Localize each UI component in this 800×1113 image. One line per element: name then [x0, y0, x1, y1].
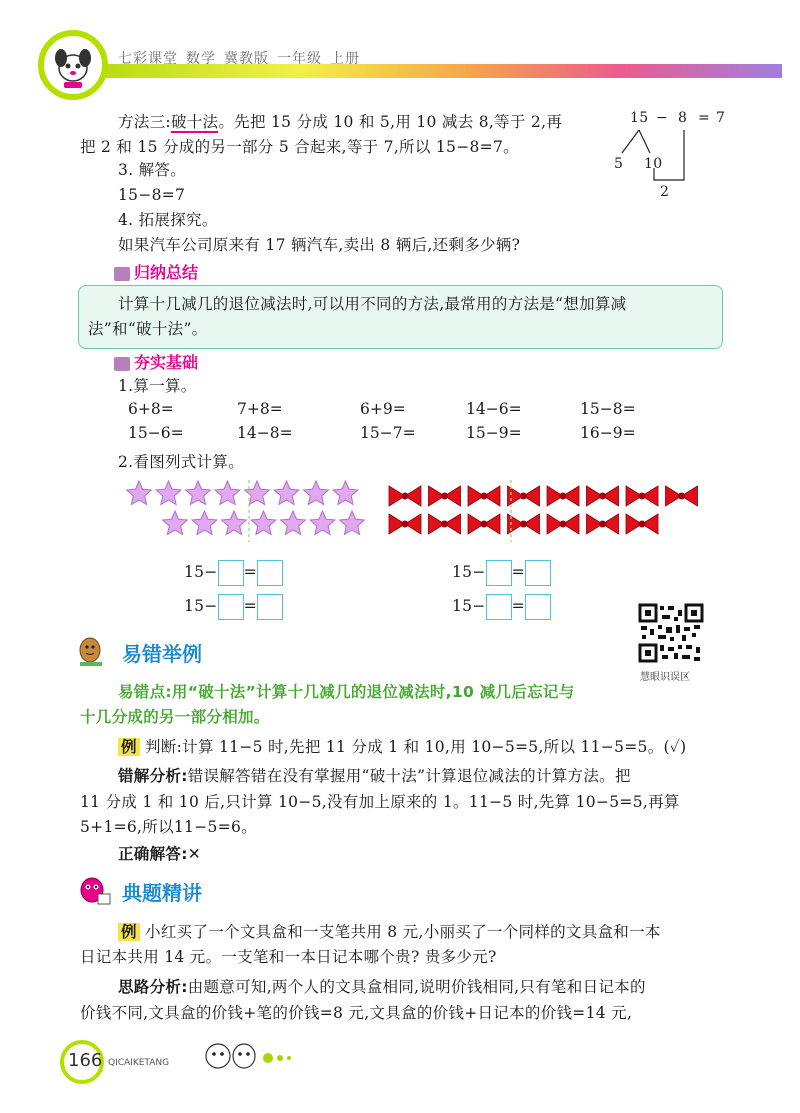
- summary-heading-icon: [114, 267, 130, 281]
- bows-group: [389, 486, 698, 534]
- diagram-minus: −: [656, 110, 669, 126]
- stars-eq-1-equals: =: [243, 563, 257, 581]
- star-1: [127, 481, 152, 505]
- bow-9: [389, 514, 421, 534]
- star-9: [163, 511, 188, 535]
- star-15: [340, 511, 365, 535]
- mistake-answer: [118, 842, 201, 866]
- bows-eq-1-prefix: 15−: [452, 563, 486, 581]
- bows-eq-1: [452, 560, 551, 586]
- classic-analysis-line1: [118, 975, 646, 999]
- summary-heading: [114, 260, 198, 283]
- count-picture: [125, 478, 725, 544]
- basics-q2-label: 2.看图列式计算。: [118, 453, 244, 471]
- star-4: [215, 481, 240, 505]
- diagram-split-left: 5: [614, 156, 624, 172]
- footer-brand: QICAIKETANG: [108, 1058, 170, 1068]
- diagram-split-right: 10: [644, 156, 663, 172]
- diagram-equals: =: [698, 110, 711, 126]
- stars-eq-1-box1[interactable]: [218, 560, 244, 586]
- classic-analysis-line2: 价钱不同,文具盒的价钱+笔的价钱=8 元,文具盒的价钱+日记本的价钱=14 元,: [80, 1004, 633, 1022]
- bow-15: [626, 514, 658, 534]
- star-13: [281, 511, 306, 535]
- stars-eq-2-prefix: 15−: [184, 597, 218, 615]
- bows-eq-2-box2[interactable]: [525, 594, 551, 620]
- header-grade: 一年级: [277, 51, 322, 67]
- calc-r1-c5: 15−8=: [580, 400, 636, 418]
- classic-title: 典题精讲: [122, 881, 202, 905]
- calc-r2-c1: 15−6=: [128, 424, 184, 442]
- star-10: [192, 511, 217, 535]
- header-series: 七彩课堂: [118, 51, 178, 67]
- potato-mascot-icon: [76, 636, 106, 668]
- bows-eq-1-box2[interactable]: [525, 560, 551, 586]
- calc-r2-c2: 14−8=: [237, 424, 293, 442]
- header-subject: 数学: [186, 51, 216, 67]
- stars-eq-1-box2[interactable]: [257, 560, 283, 586]
- bird-mascot-icon: [76, 874, 112, 908]
- mistake-point-text1: 用“破十法”计算十几减几的退位减法时,10 减几后忘记与: [171, 683, 575, 701]
- bow-8: [666, 486, 698, 506]
- mistakes-title: 易错举例: [122, 642, 202, 666]
- classic-mascot: [76, 874, 112, 908]
- summary-title: 归纳总结: [134, 263, 199, 282]
- method3-line1: [118, 110, 562, 134]
- stars-eq-2-equals: =: [243, 597, 257, 615]
- split-diagram: [612, 108, 732, 204]
- classic-example-tag: 例: [118, 923, 140, 941]
- star-3: [186, 481, 211, 505]
- bow-3: [468, 486, 500, 506]
- bows-eq-1-equals: =: [511, 563, 525, 581]
- star-6: [274, 481, 299, 505]
- stars-eq-1: [184, 560, 283, 586]
- basics-heading-icon: [114, 357, 130, 371]
- step3-answer: 15−8=7: [118, 186, 186, 204]
- star-8: [333, 481, 358, 505]
- bow-12: [508, 514, 540, 534]
- stars-eq-2-box2[interactable]: [257, 594, 283, 620]
- star-2: [156, 481, 181, 505]
- calc-r2-c3: 15−7=: [360, 424, 416, 442]
- star-12: [251, 511, 276, 535]
- qr-code-icon[interactable]: [638, 603, 704, 663]
- summary-line1: 计算十几减几的退位减法时,可以用不同的方法,最常用的方法是“想加算减: [118, 295, 627, 313]
- method3-name: 破十法: [170, 113, 219, 131]
- mistake-point-label: 易错点:: [118, 683, 172, 701]
- dog-mascot-icon: [44, 36, 102, 94]
- mistake-answer-value: ✕: [187, 845, 201, 863]
- bow-11: [468, 514, 500, 534]
- calc-r1-c4: 14−6=: [466, 400, 522, 418]
- classic-example-line2: 日记本共用 14 元。一支笔和一本日记本哪个贵? 贵多少元?: [80, 948, 497, 966]
- method3-line2: 把 2 和 15 分成的另一部分 5 合起来,等于 7,所以 15−8=7。: [80, 138, 519, 156]
- bows-eq-1-box1[interactable]: [486, 560, 512, 586]
- calc-r1-c1: 6+8=: [128, 400, 174, 418]
- stars-eq-1-prefix: 15−: [184, 563, 218, 581]
- mistake-analysis-line3: 5+1=6,所以11−5=6。: [80, 818, 257, 836]
- bow-14: [587, 514, 619, 534]
- classic-example-line1: [118, 920, 661, 944]
- qr-caption: 慧眼识误区: [640, 672, 690, 683]
- bows-eq-2-equals: =: [511, 597, 525, 615]
- calc-r1-c3: 6+9=: [360, 400, 406, 418]
- star-11: [222, 511, 247, 535]
- header-edition: 冀教版: [224, 51, 269, 67]
- mistake-example-tag: 例: [118, 738, 140, 756]
- bow-4: [508, 486, 540, 506]
- page-number: 166: [68, 1050, 103, 1071]
- star-14: [310, 511, 335, 535]
- stars-eq-2-box1[interactable]: [218, 594, 244, 620]
- mascot-logo: [38, 30, 108, 100]
- stars-group: [127, 481, 365, 535]
- mistake-answer-label: 正确解答:: [118, 845, 188, 863]
- header-volume: 上册: [330, 51, 360, 67]
- classic-analysis-label: 思路分析:: [118, 978, 188, 996]
- mistake-analysis-line2: 11 分成 1 和 10 后,只计算 10−5,没有加上原来的 1。11−5 时,先算 10−5=5,再算: [80, 793, 680, 811]
- bow-2: [429, 486, 461, 506]
- star-5: [245, 481, 270, 505]
- step3-label: 3. 解答。: [118, 161, 187, 179]
- mistake-example: [118, 735, 687, 759]
- mistake-analysis-line1: [118, 764, 631, 788]
- method3-prefix: 方法三:: [118, 113, 171, 131]
- mistakes-mascot: [76, 636, 106, 668]
- bows-eq-2: [452, 594, 551, 620]
- bow-13: [547, 514, 579, 534]
- calc-r1-c2: 7+8=: [237, 400, 283, 418]
- mistake-point-line2: 十几分成的另一部分相加。: [80, 708, 270, 726]
- bows-eq-2-box1[interactable]: [486, 594, 512, 620]
- summary-line2: 法”和“破十法”。: [88, 320, 208, 338]
- calc-r2-c5: 16−9=: [580, 424, 636, 442]
- footer-mascots-icon: [200, 1036, 300, 1076]
- bow-1: [389, 486, 421, 506]
- bow-6: [587, 486, 619, 506]
- basics-heading: [114, 350, 198, 373]
- diagram-8: 8: [678, 110, 688, 126]
- mistake-analysis-label: 错解分析:: [118, 767, 188, 785]
- mistake-point-line1: [118, 680, 575, 704]
- basics-title: 夯实基础: [134, 353, 199, 372]
- diagram-7: 7: [716, 110, 726, 126]
- bows-eq-2-prefix: 15−: [452, 597, 486, 615]
- step4-question: 如果汽车公司原来有 17 辆汽车,卖出 8 辆后,还剩多少辆?: [118, 236, 521, 254]
- header-title: [118, 48, 368, 68]
- classic-example-text1: 小红买了一个文具盒和一支笔共用 8 元,小丽买了一个同样的文具盒和一本: [145, 923, 661, 941]
- step4-label: 4. 拓展探究。: [118, 211, 218, 229]
- star-7: [304, 481, 329, 505]
- stars-eq-2: [184, 594, 283, 620]
- mistake-analysis-text1: 错误解答错在没有掌握用“破十法”计算退位减法的计算方法。把: [187, 767, 631, 785]
- bow-10: [429, 514, 461, 534]
- bow-5: [547, 486, 579, 506]
- diagram-15: 15: [630, 110, 649, 126]
- basics-q1-label: 1.算一算。: [118, 377, 197, 395]
- mistake-example-text: 判断:计算 11−5 时,先把 11 分成 1 和 10,用 10−5=5,所以 11−5=5。(✓): [145, 738, 687, 756]
- method3-line1-rest: 。先把 15 分成 10 和 5,用 10 减去 8,等于 2,再: [218, 113, 563, 131]
- calc-r2-c4: 15−9=: [466, 424, 522, 442]
- diagram-result: 2: [660, 184, 670, 200]
- classic-analysis-text1: 由题意可知,两个人的文具盒相同,说明价钱相同,只有笔和日记本的: [187, 978, 646, 996]
- bow-7: [626, 486, 658, 506]
